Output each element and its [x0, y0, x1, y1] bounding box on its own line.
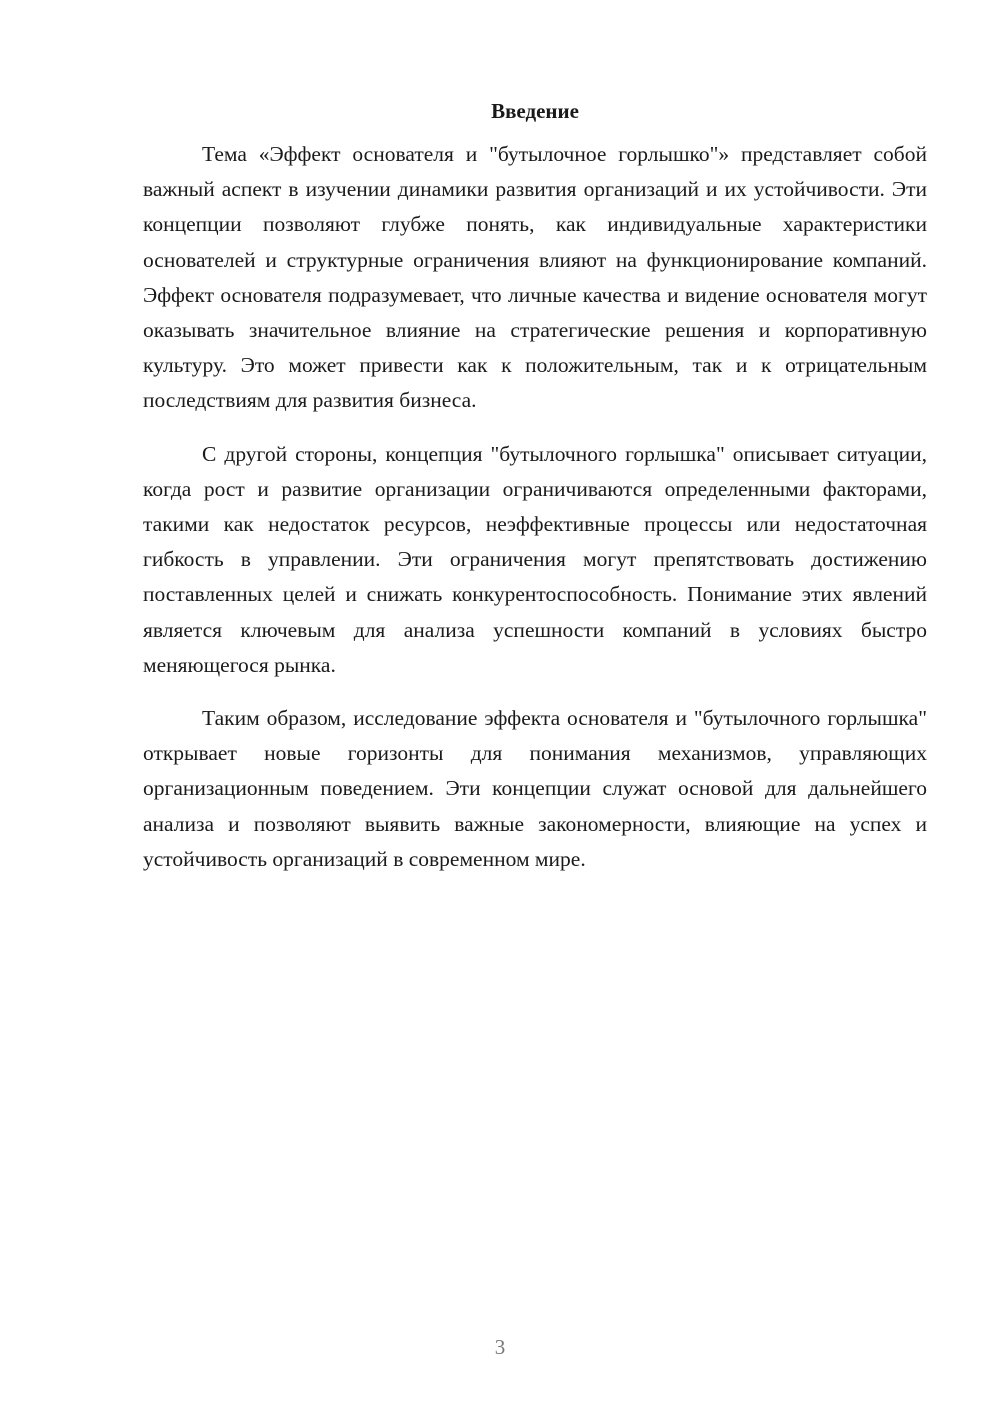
paragraph-2: С другой стороны, концепция "бутылочного горлышка" описывает ситуации, когда рост и развитие организации ограничиваются определенными факторами, такими как недостаток ресурсов, неэффективные процессы или недостаточная гибкость в управлении. Эти ограничения могут препятствовать достижению поставленных целей и снижать конкурентоспособность. Понимание этих явлений является ключевым для анализа успешности компаний в условиях быстро меняющегося рынка. — [143, 441, 927, 677]
paragraph-3: Таким образом, исследование эффекта основателя и "бутылочного горлышка" открывает новые горизонты для понимания механизмов, управляющих организационным поведением. Эти концепции служат основой для дальнейшего анализа и позволяют выявить важные закономерности, влияющие на успех и устойчивость организаций в современном мире. — [143, 706, 927, 871]
paragraph-1: Тема «Эффект основателя и "бутылочное горлышко"» представляет собой важный аспект в изучении динамики развития организаций и их устойчивости. Эти концепции позволяют глубже понять, как индивидуальные характеристики основателей и структурные ограничения влияют на функционирование компаний. Эффект основателя подразумевает, что личные качества и видение основателя могут оказывать значительное влияние на стратегические решения и корпоративную культуру. Это может привести как к положительным, так и к отрицательным последствиям для развития бизнеса. — [143, 142, 927, 413]
page-content — [143, 94, 927, 877]
section-title: Введение — [491, 99, 579, 123]
page-number: 3 — [494, 1335, 506, 1359]
